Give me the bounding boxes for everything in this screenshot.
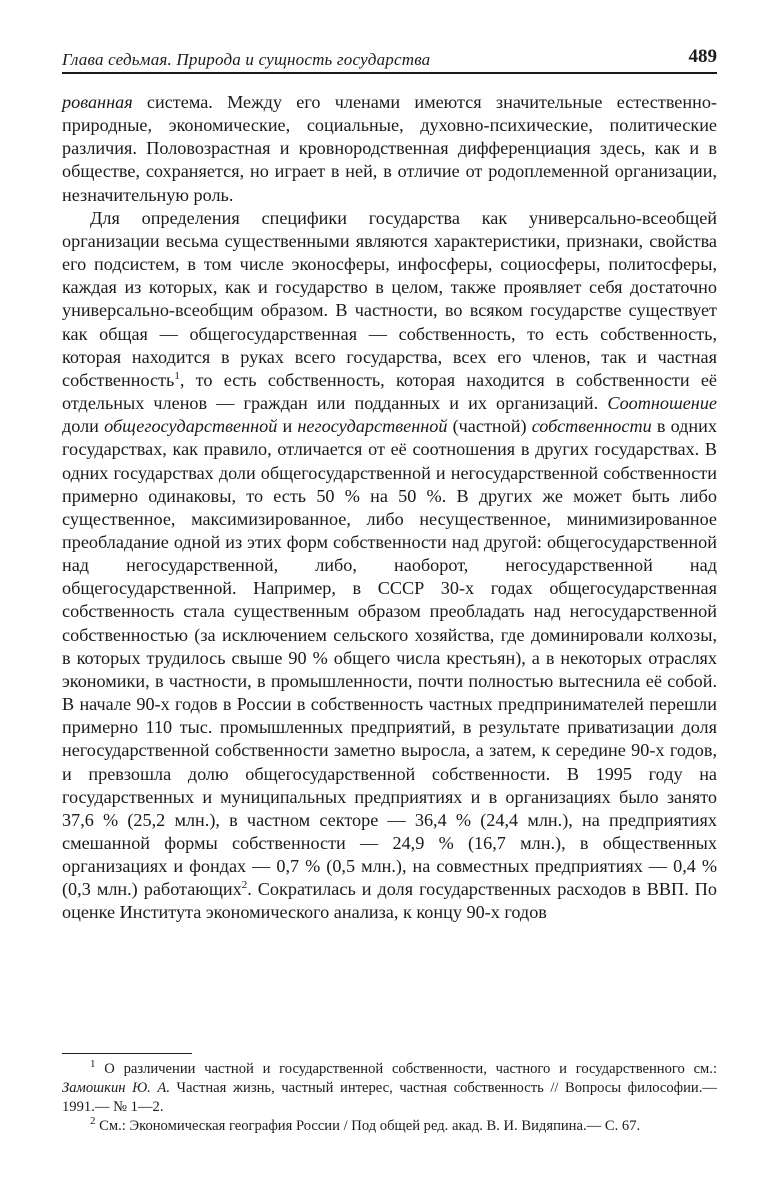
footnote-author: Замошкин Ю. А. [62, 1080, 170, 1096]
page-number: 489 [688, 46, 717, 67]
footnote-rule [62, 1053, 192, 1054]
emphasis-term: общегосударственной [104, 416, 278, 437]
paragraph-property [62, 207, 717, 925]
paragraph-text: в одних государствах, как правило, отличается от её соотношения в других государствах. В одних государствах доли общегосударственной и негосударственной собственности примерно одинаковы, то есть 50 % на 50 %. В других же может быть либо существенное, максимизированное, либо несущественное, минимизированное преобладание одной из этих форм собственности над другой: общегосударственной над негосударственной, либо, наоборот, негосударственной над общегосударственной. Например, в СССР 30-х годах общегосударственная собственность стала существенным образом преобладать над негосударственной собственностью (за исключением сельского хозяйства, где доминировали колхозы, в которых трудилось свыше 90 % общего числа крестьян), а в некоторых отраслях экономики, в частности, в промышленности, почти полностью вытеснила её собой. В начале 90-х годов в России в собственность частных предпринимателей перешли примерно 110 тыс. промышленных предприятий, в результате приватизации доля негосударственной собственности заметно выросла, а затем, к середине 90-х годов, и превзошла долю общегосударственной собственности. В 1995 году на государственных и муниципальных предприятиях и в организациях было занято 37,6 % (25,2 млн.), в частном секторе — 36,4 % (24,4 млн.), на предприятиях смешанной формы собственности — 24,9 % (16,7 млн.), в общественных организациях и фондах — 0,7 % (0,5 млн.), на совместных предприятиях — 0,4 % (0,3 млн.) работающих [62, 416, 717, 900]
footnote-text: См.: Экономическая география России / Под общей ред. акад. В. И. Видяпина.— С. 67. [95, 1118, 641, 1134]
emphasis-term: собственности [531, 416, 652, 437]
paragraph-text: , то есть собственность, которая находится в собственности её отдельных членов — граждан или подданных и их организаций. [62, 369, 717, 414]
paragraph-text: и [277, 416, 298, 437]
paragraph-continuation [62, 91, 717, 207]
emphasis-term: Соотношение [607, 393, 717, 414]
main-text [62, 91, 717, 925]
footnote-1 [62, 1060, 717, 1117]
chapter-title: Глава седьмая. Природа и сущность государства [62, 50, 431, 69]
footnote-text: О различении частной и государственной собственности, частного и государственного см.: [95, 1061, 717, 1077]
hyphenated-fragment: рованная [62, 92, 133, 112]
footnote-ref-1[interactable]: 1 [174, 369, 180, 382]
footnote-marker: 1 [90, 1058, 96, 1071]
emphasis-term: негосударственной [297, 416, 448, 437]
footnote-2 [62, 1117, 717, 1136]
footnote-marker: 2 [90, 1115, 96, 1128]
paragraph-text: доли [62, 416, 105, 437]
footnote-text: Частная жизнь, частный интерес, частная собственность // Вопросы философии.— 1991.— № 1—2. [62, 1080, 717, 1115]
paragraph-text: система. Между его членами имеются значительные естественно-природные, экономические, социальные, духовно-психические, политические различия. Половозрастная и кровнородственная дифференциация здесь, как и в обществе, сохраняется, но играет в ней, в отличие от родоплеменной организации, незначительную роль. [62, 92, 717, 205]
footnote-ref-2[interactable]: 2 [241, 879, 248, 892]
running-head [62, 44, 717, 74]
paragraph-text: Для определения специфики государства как универсально-всеобщей организации весьма существенными являются характеристики, признаки, свойства его подсистем, в том числе эконосферы, инфосферы, социосферы, политосферы, каждая из которых, как и государство в целом, также проявляет себя достаточно универсально-всеобщим образом. В частности, во всяком государстве существует как общая — общегосударственная — собственность, то есть собственность, которая находится в руках всего государства, всех его членов, так и частная собственность [62, 207, 717, 390]
footnotes [62, 1060, 717, 1136]
header-rule [62, 72, 717, 74]
paragraph-text: . Сократилась и доля государственных расходов в ВВП. По оценке Института экономического анализа, к концу 90-х годов [62, 879, 717, 923]
paragraph-text: (частной) [447, 416, 532, 437]
